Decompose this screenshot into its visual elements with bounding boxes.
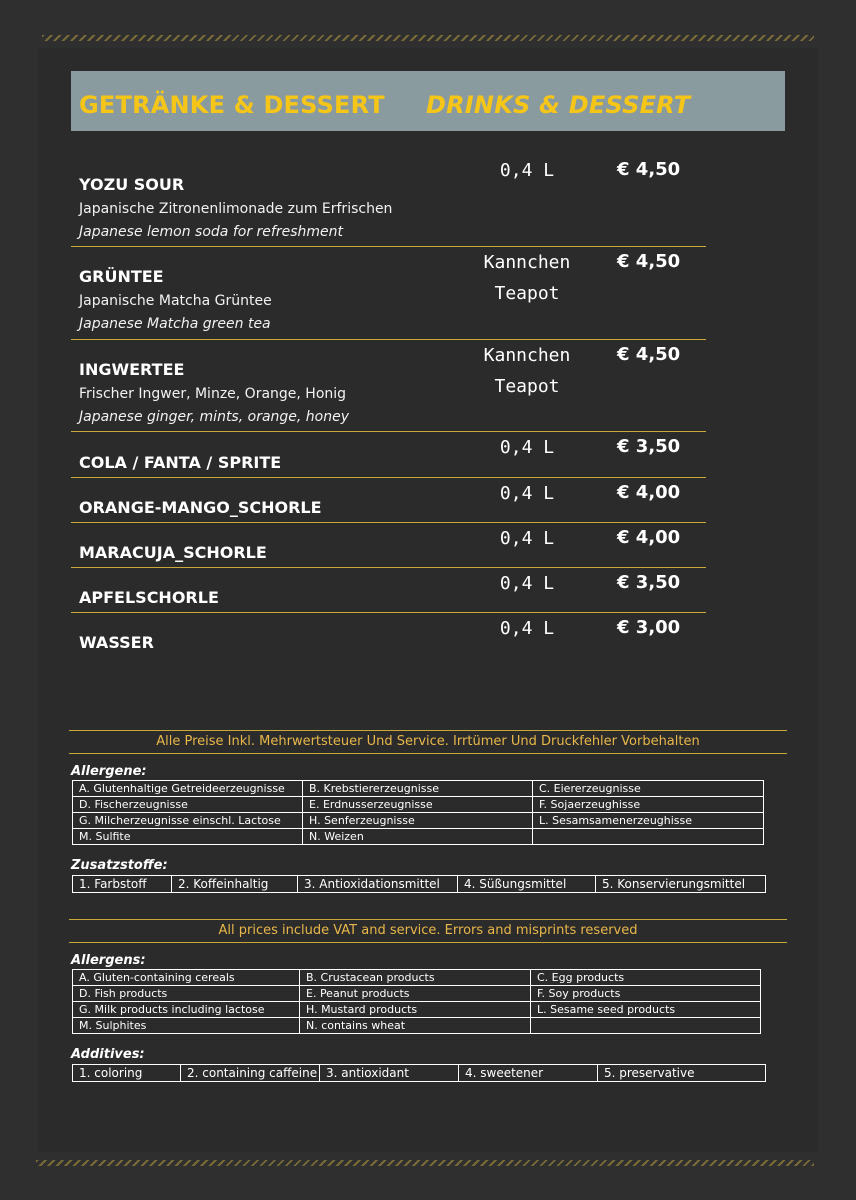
item-name: INGWERTEE (79, 360, 185, 379)
table-row (73, 986, 761, 1002)
allergen-cell: H. Mustard products (300, 1002, 531, 1018)
additive-cell: 1. Farbstoff (73, 876, 172, 893)
item-price: € 3,00 (617, 617, 681, 638)
title-english: DRINKS & DESSERT (426, 91, 691, 119)
table-row (73, 829, 764, 845)
allergen-cell: A. Gluten-containing cereals (73, 970, 300, 986)
additives-title-english: Additives: (71, 1047, 145, 1062)
allergen-cell: C. Egg products (531, 970, 761, 986)
allergen-cell: N. contains wheat (300, 1018, 531, 1034)
item-quantity: 0,4 L (499, 160, 555, 181)
bottom-decorative-border (36, 1160, 814, 1166)
allergen-cell: G. Milk products including lactose (73, 1002, 300, 1018)
allergen-cell: F. Sojaerzeughisse (533, 797, 764, 813)
menu-item-maracuja-schorle (71, 523, 706, 568)
item-price: € 4,00 (617, 482, 681, 503)
top-decorative-border (42, 35, 814, 41)
allergen-cell: D. Fish products (73, 986, 300, 1002)
additive-cell: 4. sweetener (459, 1065, 598, 1082)
item-name: YOZU SOUR (79, 175, 185, 194)
allergen-cell: G. Milcherzeugnisse einschl. Lactose (73, 813, 303, 829)
allergen-cell: M. Sulfite (73, 829, 303, 845)
menu-item-apfelschorle (71, 568, 706, 613)
allergen-cell (533, 829, 764, 845)
item-quantity: 0,4 L (499, 437, 555, 458)
item-price: € 4,50 (617, 159, 681, 180)
additive-cell: 4. Süßungsmittel (458, 876, 596, 893)
item-description-german: Japanische Zitronenlimonade zum Erfrischen (79, 201, 393, 217)
item-quantity-german: Kannchen (483, 345, 571, 366)
allergen-cell: D. Fischerzeugnisse (73, 797, 303, 813)
menu-item-cola-fanta-sprite (71, 432, 706, 477)
item-price: € 4,50 (617, 344, 681, 365)
allergens-title-english: Allergens: (71, 953, 146, 968)
vat-note-english: All prices include VAT and service. Errors and misprints reserved (69, 919, 787, 943)
table-row (73, 1065, 766, 1082)
item-quantity: 0,4 L (499, 618, 555, 639)
additive-cell: 5. preservative (598, 1065, 766, 1082)
additive-cell: 2. Koffeinhaltig (172, 876, 298, 893)
additive-cell: 3. antioxidant (320, 1065, 459, 1082)
item-description-german: Japanische Matcha Grüntee (79, 293, 272, 309)
additive-cell: 1. coloring (73, 1065, 181, 1082)
allergen-cell: B. Krebstiererzeugnisse (303, 781, 533, 797)
item-name: GRÜNTEE (79, 267, 164, 286)
item-name: WASSER (79, 633, 154, 652)
allergens-table-english (72, 969, 761, 1034)
item-quantity: 0,4 L (499, 573, 555, 594)
allergen-cell: L. Sesamsamenerzeughisse (533, 813, 764, 829)
vat-note-german: Alle Preise Inkl. Mehrwertsteuer Und Service. Irrtümer Und Druckfehler Vorbehalten (69, 730, 787, 754)
additive-cell: 2. containing caffeine (181, 1065, 320, 1082)
item-name: COLA / FANTA / SPRITE (79, 453, 282, 472)
table-row (73, 813, 764, 829)
item-name: APFELSCHORLE (79, 588, 219, 607)
table-row (73, 1002, 761, 1018)
allergen-cell: L. Sesame seed products (531, 1002, 761, 1018)
allergens-title-german: Allergene: (71, 764, 147, 779)
additive-cell: 3. Antioxidationsmittel (298, 876, 458, 893)
menu-item-gruentee (71, 247, 706, 339)
allergen-cell: H. Senferzeugnisse (303, 813, 533, 829)
allergen-cell: E. Erdnusserzeugnisse (303, 797, 533, 813)
menu-item-orange-mango-schorle (71, 478, 706, 523)
item-description-english: Japanese lemon soda for refreshment (79, 224, 343, 240)
menu-item-yozu-sour (71, 155, 706, 247)
item-description-german: Frischer Ingwer, Minze, Orange, Honig (79, 386, 347, 402)
item-name: ORANGE-MANGO_SCHORLE (79, 498, 322, 517)
item-description-english: Japanese Matcha green tea (79, 316, 271, 332)
item-quantity-german: Kannchen (483, 252, 571, 273)
allergen-cell: A. Glutenhaltige Getreideerzeugnisse (73, 781, 303, 797)
additive-cell: 5. Konservierungsmittel (596, 876, 766, 893)
allergens-table-german (72, 780, 764, 845)
item-price: € 4,00 (617, 527, 681, 548)
allergen-cell: B. Crustacean products (300, 970, 531, 986)
menu-item-ingwertee (71, 340, 706, 432)
allergen-cell: N. Weizen (303, 829, 533, 845)
table-row (73, 1018, 761, 1034)
item-price: € 3,50 (617, 572, 681, 593)
item-description-english: Japanese ginger, mints, orange, honey (79, 409, 350, 425)
additives-title-german: Zusatzstoffe: (71, 858, 168, 873)
table-row (73, 781, 764, 797)
item-quantity: 0,4 L (499, 528, 555, 549)
menu-item-wasser (71, 613, 706, 658)
table-row (73, 797, 764, 813)
title-german: GETRÄNKE & DESSERT (79, 91, 385, 119)
allergen-cell: C. Eiererzeugnisse (533, 781, 764, 797)
allergen-cell: F. Soy products (531, 986, 761, 1002)
menu-header (71, 71, 785, 131)
item-quantity-english: Teapot (494, 376, 560, 397)
additives-table-english (72, 1064, 766, 1082)
table-row (73, 876, 766, 893)
item-price: € 4,50 (617, 251, 681, 272)
item-price: € 3,50 (617, 436, 681, 457)
item-quantity-english: Teapot (494, 283, 560, 304)
table-row (73, 970, 761, 986)
allergen-cell: E. Peanut products (300, 986, 531, 1002)
allergen-cell (531, 1018, 761, 1034)
allergen-cell: M. Sulphites (73, 1018, 300, 1034)
item-name: MARACUJA_SCHORLE (79, 543, 267, 562)
additives-table-german (72, 875, 766, 893)
item-quantity: 0,4 L (499, 483, 555, 504)
